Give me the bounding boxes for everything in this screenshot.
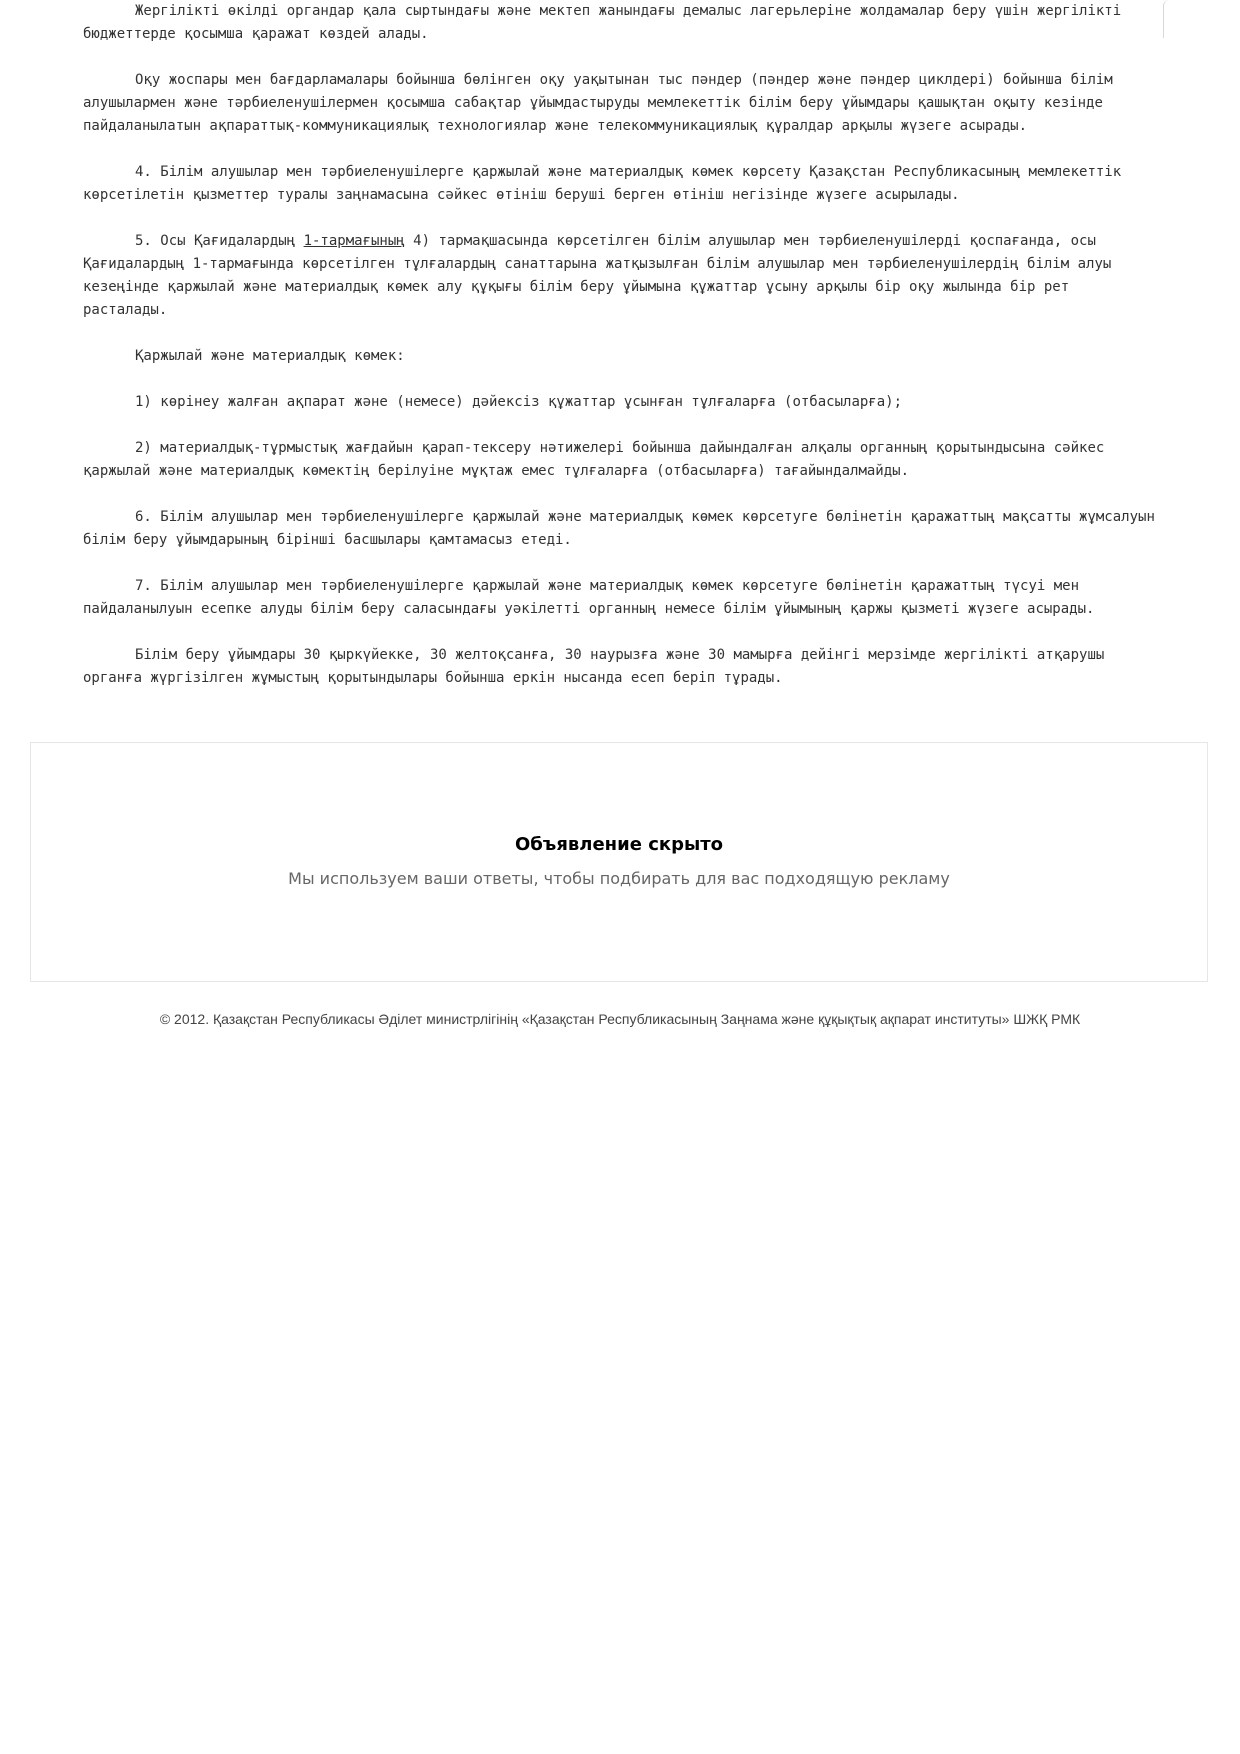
ad-title: Объявление скрыто	[514, 834, 724, 855]
paragraph: 7. Білім алушылар мен тәрбиеленушілерге қаржылай және материалдық көмек көрсетуге бөлінетін қаражаттың түсуі мен пайдаланылуын есепке алуды білім беру саласындағы уәкілетті органның немесе білім ұйымының қаржы қызметі жүзеге асырады.	[83, 578, 1095, 617]
paragraph: 2) материалдық-тұрмыстық жағдайын қарап-тексеру нәтижелері бойынша дайындалған алқалы органның қорытындысына сәйкес қаржылай және материалдық көмектің берілуіне мұқтаж емес тұлғаларға (отбасыларға) тағайындалмайды.	[83, 440, 1105, 479]
paragraph: 4. Білім алушылар мен тәрбиеленушілерге қаржылай және материалдық көмек көрсету Қазақстан Республикасының мемлекеттік көрсетілетін қызметтер туралы заңнамасына сәйкес өтініш беруші берген өтініш негізінде жүзеге асырылады.	[83, 164, 1122, 203]
paragraph-text: 4) тармақшасында көрсетілген білім алушылар мен тәрбиеленушілерді қоспағанда, осы Қағидалардың 1-тармағында көрсетілген тұлғалардың санаттарына жатқызылған білім алушылар мен тәрбиеленушілердің білім алуы кезеңінде қаржылай және материалдық көмек алу құқығы білім беру ұйымына құжаттар ұсыну арқылы бір оқу жылында бір рет расталады.	[83, 233, 1112, 318]
scroll-indicator	[1163, 0, 1170, 38]
paragraph: Білім беру ұйымдары 30 қыркүйекке, 30 желтоқсанға, 30 наурызға және 30 мамырға дейінгі мерзімде жергілікті атқарушы органға жүргізілген жұмыстың қорытындылары бойынша еркін нысанда есеп беріп тұрады.	[83, 647, 1105, 686]
paragraph: Қаржылай және материалдық көмек:	[135, 348, 405, 364]
paragraph: 6. Білім алушылар мен тәрбиеленушілерге қаржылай және материалдық көмек көрсетуге бөлінетін қаражаттың мақсатты жұмсалуын білім беру ұйымдарының бірінші басшылары қамтамасыз етеді.	[83, 509, 1155, 548]
paragraph: Оқу жоспары мен бағдарламалары бойынша бөлінген оқу уақытынан тыс пәндер (пәндер және пәндер циклдері) бойынша білім алушылармен және тәрбиеленушілермен қосымша сабақтар ұйымдастыруды мемлекеттік білім беру ұйымдары қашықтан оқыту кезінде пайдаланылатын ақпараттық-коммуникациялық технологиялар және телекоммуникациялық құралдар арқылы жүзеге асырады.	[83, 72, 1113, 134]
paragraph: Жергілікті өкілді органдар қала сыртындағы және мектеп жанындағы демалыс лагерьлеріне жолдамалар беру үшін жергілікті бюджеттерде қосымша қаражат көздей алады.	[83, 3, 1122, 42]
paragraph-text: 5. Осы Қағидалардың	[135, 233, 304, 249]
footer-copyright: © 2012. Қазақстан Республикасы Әділет министрлігінің «Қазақстан Республикасының Заңнама және құқықтық ақпарат институты» ШЖҚ РМК	[159, 1011, 1081, 1027]
paragraph	[83, 230, 1158, 322]
ad-placeholder	[30, 742, 1208, 982]
article-1-link[interactable]: 1-тармағының	[303, 233, 405, 249]
document-body	[83, 0, 1158, 713]
ad-subtitle: Мы используем ваши ответы, чтобы подбирать для вас подходящую рекламу	[288, 869, 950, 888]
paragraph: 1) көрінеу жалған ақпарат және (немесе) дәйексіз құжаттар ұсынған тұлғаларға (отбасыларға);	[135, 394, 903, 410]
